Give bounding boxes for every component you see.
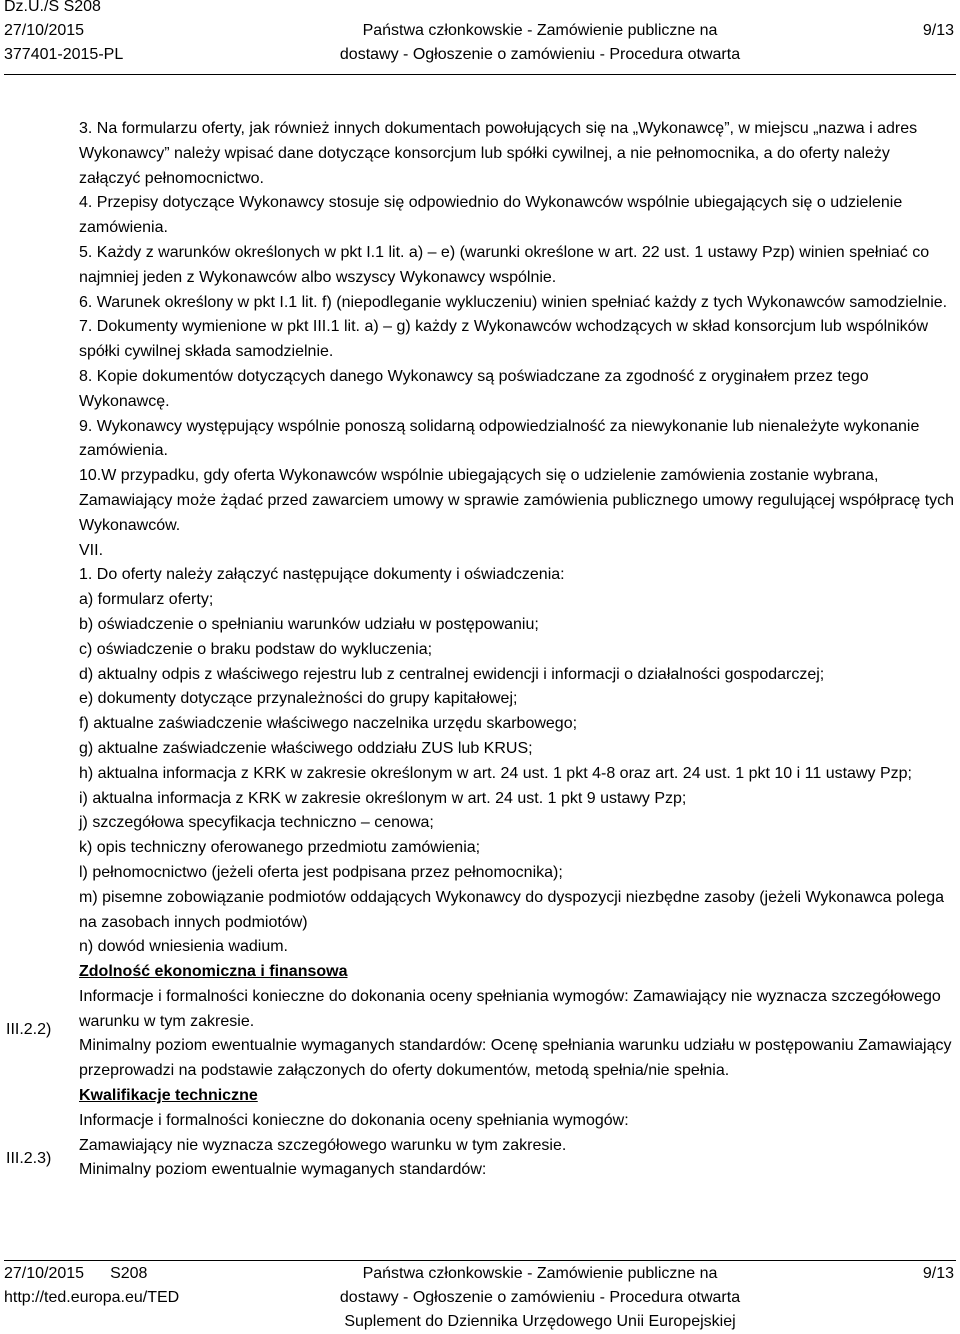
list-item: b) oświadczenie o spełnianiu warunków udziału w postępowaniu; <box>79 615 539 633</box>
paragraph: 10.W przypadku, gdy oferta Wykonawców wspólnie ubiegających się o udzielenie zamówienia zostanie wybrana, Zamawiający może żądać przed zawarciem umowy w sprawie zamówienia publicznego umowy regulującej współpracę tych Wykonawców. <box>79 467 955 534</box>
footer-date: 27/10/2015 <box>4 1265 85 1282</box>
section-info-label: Informacje i formalności konieczne do dokonania oceny spełniania wymogów: <box>79 1111 629 1129</box>
section-number: III.2.2) <box>6 1021 52 1038</box>
paragraph: 3. Na formularzu oferty, jak również innych dokumentach powołujących się na „Wykonawcę”, w miejscu „nazwa i adres Wykonawcy” należy wpisać dane dotyczące konsorcjum lub spółki cywilnej, a nie pełnomocnika, a do oferty należy załączyć pełnomocnictwo. <box>79 120 918 187</box>
header-date: 27/10/2015 <box>4 22 85 39</box>
paragraph: 6. Warunek określony w pkt I.1 lit. f) (niepodleganie wykluczeniu) winien spełniać każdy z tych Wykonawców samodzielnie. <box>79 293 948 311</box>
paragraph: 8. Kopie dokumentów dotyczących danego Wykonawcy są poświadczane za zgodność z oryginałem przez tego Wykonawcę. <box>79 367 869 410</box>
paragraph: 9. Wykonawcy występujący wspólnie ponoszą solidarną odpowiedzialność za niewykonanie lub nienależyte wykonanie zamówienia. <box>79 417 920 460</box>
list-item: g) aktualne zaświadczenie właściwego oddziału ZUS lub KRUS; <box>79 739 533 757</box>
paragraph: 7. Dokumenty wymienione w pkt III.1 lit. a) – g) każdy z Wykonawców wchodzących w skład konsorcjum lub wspólników spółki cywilnej składa samodzielnie. <box>79 318 929 361</box>
list-item: m) pisemne zobowiązanie podmiotów oddających Wykonawcy do dyspozycji niezbędne zasoby (jeżeli Wykonawca polega na zasobach innych podmiotów) <box>79 888 945 931</box>
header-left <box>4 0 123 67</box>
page-footer <box>0 1258 960 1334</box>
page-header <box>0 0 960 70</box>
header-divider <box>4 74 956 75</box>
list-item: j) szczegółowa specyfikacja techniczno – cenowa; <box>79 814 434 832</box>
footer-title-line3: Suplement do Dziennika Urzędowego Unii Europejskiej <box>344 1313 736 1330</box>
footer-left <box>4 1262 179 1310</box>
list-item: e) dokumenty dotyczące przynależności do grupy kapitałowej; <box>79 690 518 708</box>
list-item: c) oświadczenie o braku podstaw do wykluczenia; <box>79 640 433 658</box>
list-intro: 1. Do oferty należy załączyć następujące dokumenty i oświadczenia: <box>79 566 565 584</box>
section-heading-technical: Kwalifikacje techniczne <box>79 1087 258 1105</box>
notice-id: 377401-2015-PL <box>4 46 124 63</box>
footer-divider <box>4 1260 956 1261</box>
paragraph: 4. Przepisy dotyczące Wykonawcy stosuje się odpowiednio do Wykonawców wspólnie ubiegających się o udzielenie zamówienia. <box>79 194 903 237</box>
footer-title-line1: Państwa członkowskie - Zamówienie publiczne na <box>362 1265 718 1282</box>
header-title-line1: Państwa członkowskie - Zamówienie publiczne na <box>362 22 718 39</box>
footer-title-line2: dostawy - Ogłoszenie o zamówieniu - Procedura otwarta <box>339 1289 741 1306</box>
header-title-line2: dostawy - Ogłoszenie o zamówieniu - Procedura otwarta <box>339 46 741 63</box>
list-item: a) formularz oferty; <box>79 591 214 609</box>
section-info: Informacje i formalności konieczne do dokonania oceny spełniania wymogów: Zamawiający nie wyznacza szczegółowego warunku w tym zakresie. <box>79 987 941 1030</box>
footer-series: S208 <box>110 1265 148 1282</box>
section-number: III.2.3) <box>6 1150 52 1167</box>
section-marker: VII. <box>79 541 104 559</box>
journal-ref: Dz.U./S S208 <box>4 0 101 15</box>
footer-url[interactable]: http://ted.europa.eu/TED <box>4 1289 180 1306</box>
header-title <box>270 19 810 67</box>
list-item: n) dowód wniesienia wadium. <box>79 938 288 956</box>
list-item: i) aktualna informacja z KRK w zakresie określonym w art. 24 ust. 1 pkt 9 ustawy Pzp; <box>79 789 687 807</box>
section-info-value: Zamawiający nie wyznacza szczegółowego warunku w tym zakresie. <box>79 1136 567 1154</box>
section-heading-economic: Zdolność ekonomiczna i finansowa <box>79 963 348 981</box>
document-body <box>79 117 955 1183</box>
paragraph: 5. Każdy z warunków określonych w pkt I.1 lit. a) – e) (warunki określone w art. 22 ust. 1 ustawy Pzp) winien spełniać co najmniej jeden z Wykonawców albo wszyscy Wykonawcy wspólnie. <box>79 243 930 286</box>
footer-title <box>270 1262 810 1334</box>
section-min-level: Minimalny poziom ewentualnie wymaganych standardów: <box>79 1161 487 1179</box>
list-item: h) aktualna informacja z KRK w zakresie określonym w art. 24 ust. 1 pkt 4-8 oraz art. 24 ust. 1 pkt 10 i 11 ustawy Pzp; <box>79 764 912 782</box>
footer-page-number: 9/13 <box>922 1265 954 1282</box>
list-item: l) pełnomocnictwo (jeżeli oferta jest podpisana przez pełnomocnika); <box>79 863 563 881</box>
header-page-number: 9/13 <box>922 22 954 39</box>
list-item: f) aktualne zaświadczenie właściwego naczelnika urzędu skarbowego; <box>79 715 578 733</box>
list-item: k) opis techniczny oferowanego przedmiotu zamówienia; <box>79 839 481 857</box>
section-min-level: Minimalny poziom ewentualnie wymaganych standardów: Ocenę spełniania warunku udziału w postępowaniu Zamawiający przeprowadzi na podstawie załączonych do oferty dokumentów, metodą spełnia/nie spełnia. <box>79 1037 952 1080</box>
list-item: d) aktualny odpis z właściwego rejestru lub z centralnej ewidencji i informacji o działalności gospodarczej; <box>79 665 825 683</box>
